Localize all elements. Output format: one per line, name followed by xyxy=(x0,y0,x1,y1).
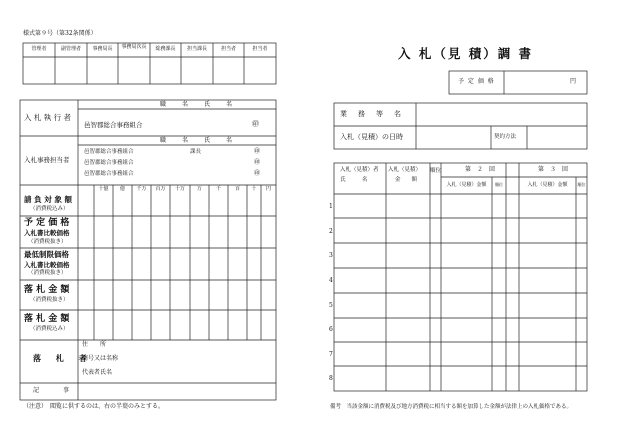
notes-label: 記 事 xyxy=(33,387,74,394)
row-number-5: 5 xyxy=(329,302,333,309)
executor-title-header: 職 名 氏 名 xyxy=(160,101,238,108)
round-3-rank-header: 順位 xyxy=(577,182,586,187)
approval-cell-general-affairs: 総務課長 xyxy=(155,46,176,52)
staff-seal-3: ㊞ xyxy=(254,170,261,177)
winner-address-label: 住 所 xyxy=(82,341,107,348)
award-amount-incl-label: 落 札 金 額 xyxy=(24,314,70,324)
row-number-3: 3 xyxy=(329,252,333,259)
approval-cell-deputy-manager: 副管理者 xyxy=(60,46,81,52)
contract-amount-sub: （消費税込み） xyxy=(30,206,69,212)
staff-seal-2: ㊞ xyxy=(254,159,261,166)
digit-header-ten: 十 xyxy=(251,186,257,192)
amount-header-line1: 入札（見積） xyxy=(388,167,422,173)
award-amount-excl-label: 落 札 金 額 xyxy=(24,285,70,295)
page-title: 入 札（見 積）調 書 xyxy=(398,46,534,61)
round-2-rank-header: 順位 xyxy=(495,182,503,187)
left-note: （注意） 閲覧に供するのは、右の半葉のみとする。 xyxy=(23,403,165,410)
staff-org-2: 邑智郡総合事務組合 xyxy=(84,160,134,166)
approval-cell-person-in-charge-1: 担当者 xyxy=(220,46,236,52)
row-number-8: 8 xyxy=(329,375,333,382)
winner-representative-label: 代表者氏名 xyxy=(82,369,113,376)
digit-header-thousand: 千 xyxy=(215,186,221,192)
rank-header: 順位 xyxy=(430,168,442,174)
staff-label: 入札事務担当者 xyxy=(24,156,70,164)
digit-header-yen: 円 xyxy=(265,186,271,192)
digit-header-ten-million: 千万 xyxy=(136,186,147,192)
digit-header-million: 百万 xyxy=(155,186,166,192)
minimum-price-label: 最低制限価格 xyxy=(24,250,69,259)
planned-price-sub2: （消費税抜き） xyxy=(28,239,67,245)
row-number-6: 6 xyxy=(329,326,333,333)
bidder-header-line1: 入札（見積）者 xyxy=(340,167,379,173)
staff-org-3: 邑智郡総合事務組合 xyxy=(84,171,134,177)
digit-header-hundred: 百 xyxy=(234,186,240,192)
digit-header-hundred-million: 億 xyxy=(119,186,125,192)
row-number-4: 4 xyxy=(329,277,333,284)
approval-cell-secretariat-chief: 事務局長 xyxy=(92,46,113,52)
planned-price-header: 予 定 価 格 xyxy=(458,78,495,85)
bid-table-frame xyxy=(334,163,587,391)
contract-amount-label: 請 負 対 象 額 xyxy=(24,195,72,204)
row-number-2: 2 xyxy=(329,228,333,235)
digit-header-hundred-thousand: 十万 xyxy=(174,186,185,192)
executor-name: 邑智郡総合事務組合 xyxy=(84,121,143,129)
approval-cell-manager: 管理者 xyxy=(31,46,47,52)
winner-label: 落 札 者 xyxy=(33,353,93,363)
digit-header-ten-thousand: 万 xyxy=(196,186,202,192)
bid-datetime-label: 入札（見積）の日時 xyxy=(340,133,403,141)
award-amount-excl-sub: （消費税抜き） xyxy=(30,297,69,303)
executor-seal: ㊞ xyxy=(252,120,259,128)
staff-org-1: 邑智郡総合事務組合 xyxy=(84,149,134,155)
digit-header-billion: 十億 xyxy=(98,186,109,192)
bidder-header-line2: 氏 名 xyxy=(340,177,368,183)
winner-company-label: 商号又は名称 xyxy=(82,355,119,362)
amount-header-line2: 金 額 xyxy=(395,177,418,183)
approval-cell-section-chief: 担当課長 xyxy=(186,46,207,52)
minimum-price-sub2: （消費税抜き） xyxy=(28,270,67,276)
staff-title-header: 職 名 氏 名 xyxy=(160,137,238,144)
row-number-7: 7 xyxy=(329,351,333,358)
contract-method-label: 契約方法 xyxy=(494,134,517,140)
form-number: 様式第９号（第32条関係） xyxy=(23,30,97,37)
round-2-header: 第 ２ 回 xyxy=(464,166,495,173)
staff-title-1: 課長 xyxy=(190,149,202,155)
minimum-price-sub1: 入札書比較価格 xyxy=(24,261,70,269)
planned-price-yen: 円 xyxy=(570,78,577,85)
round-3-amount-header: 入札（見積）金額 xyxy=(527,182,568,188)
right-note: 備考 当該金額に消費税及び地方消費税に相当する額を加算した金額が法律上の入札価格である。 xyxy=(330,404,573,410)
row-number-1: 1 xyxy=(329,203,333,210)
approval-cell-deputy-chief: 事務局次長 xyxy=(121,44,147,50)
business-name-label: 業 務 等 名 xyxy=(340,110,403,118)
planned-price-sub1: 入札書比較価格 xyxy=(24,229,70,237)
round-2-amount-header: 入札（見積）金額 xyxy=(446,182,487,188)
planned-price-label: 予 定 価 格 xyxy=(24,218,70,228)
executor-label: 入 札 執 行 者 xyxy=(24,113,72,122)
approval-cell-person-in-charge-2: 担当者 xyxy=(252,46,268,52)
round-3-header: 第 ３ 回 xyxy=(537,166,568,173)
award-amount-incl-sub: （消費税込み） xyxy=(30,326,69,332)
staff-seal-1: ㊞ xyxy=(254,148,261,155)
